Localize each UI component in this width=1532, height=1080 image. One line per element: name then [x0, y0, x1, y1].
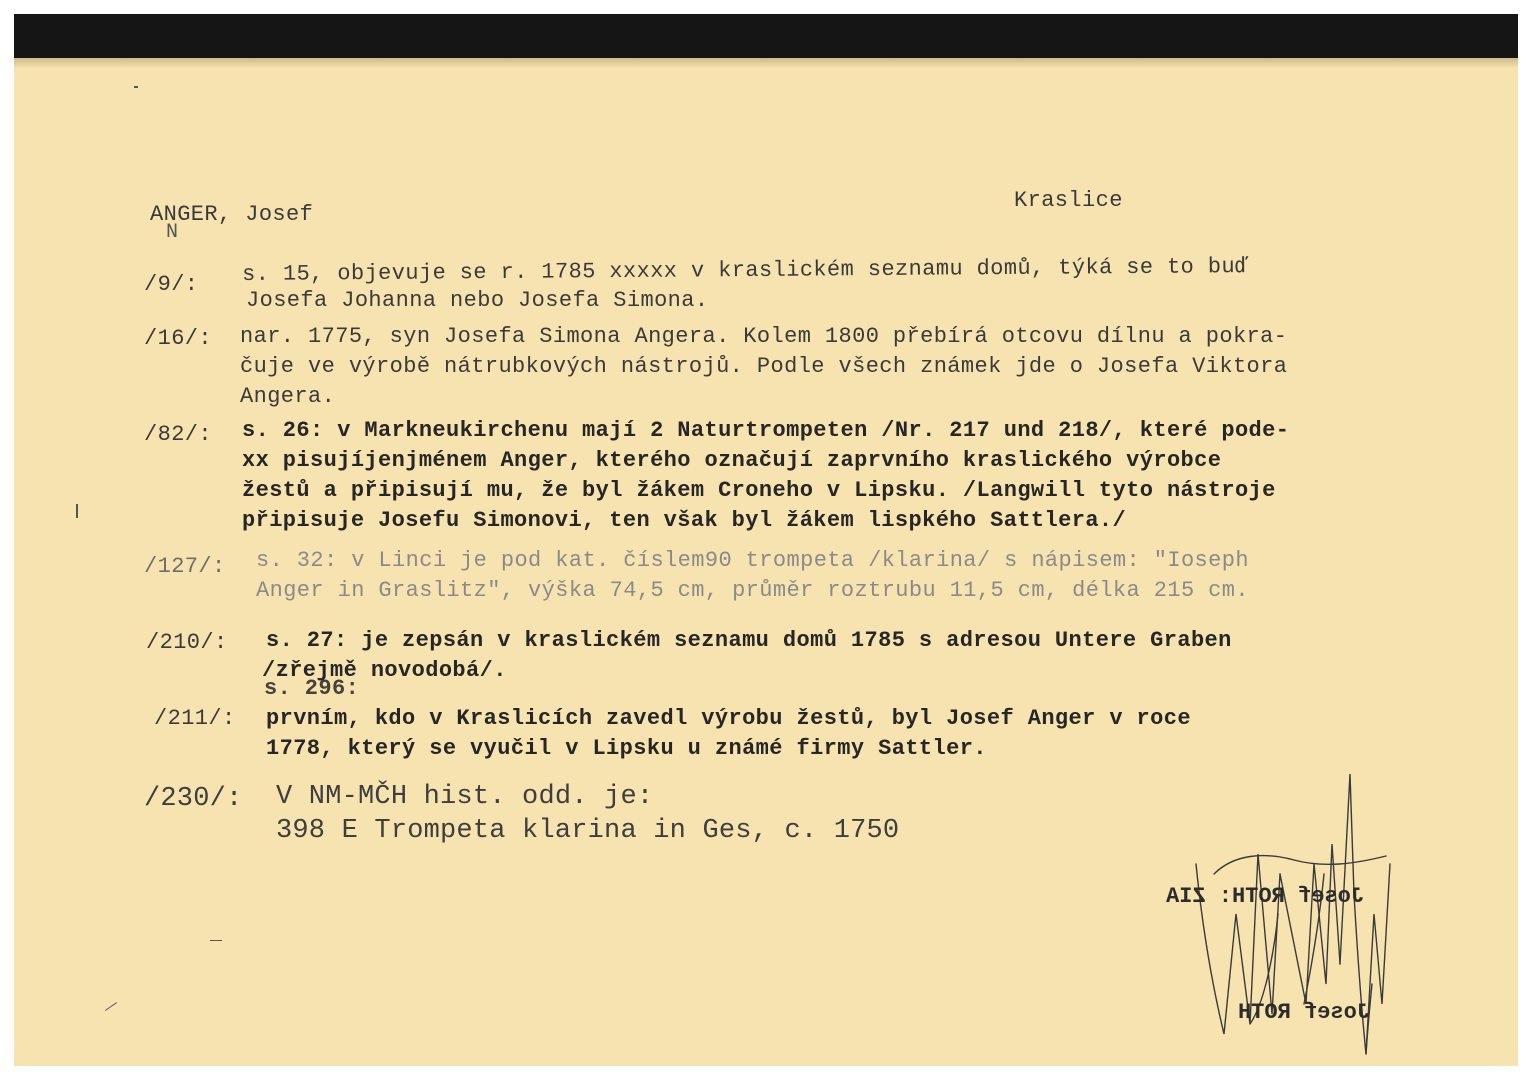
text-line: Josefa Johanna nebo Josefa Simona.: [246, 288, 709, 313]
overtyped-text: s. 296:: [264, 676, 360, 701]
text-line: 398 E Trompeta klarina in Ges, c. 1750: [276, 816, 900, 846]
paper-mark: [210, 940, 222, 941]
text-line: xx pisujíjenjménem Anger, kterého označují zaprvního kraslického výrobce: [242, 448, 1222, 473]
text-line: nar. 1775, syn Josefa Simona Angera. Kolem 1800 přebírá otcovu dílnu a pokra-: [240, 324, 1288, 349]
index-card: [14, 14, 1518, 1066]
text-line: /zřejmě novodobá/.: [262, 658, 507, 683]
text-line: připisuje Josefu Simonovi, ten však byl žákem lispkého Sattlera./: [242, 508, 1127, 533]
text-line: žestů a připisují mu, že byl žákem Croneho v Lipsku. /Langwill tyto nástroje: [242, 478, 1276, 503]
paper-mark: [76, 504, 78, 518]
citation-9: /9/:: [144, 272, 199, 297]
text-line: prvním, kdo v Kraslicích zavedl výrobu žestů, byl Josef Anger v roce: [266, 706, 1191, 731]
entry-name: ANGER, Josef: [150, 202, 314, 227]
citation-230: /230/:: [144, 784, 243, 814]
handwritten-signature: [1154, 774, 1424, 1066]
paper-mark: [105, 1002, 117, 1011]
text-line: 1778, který se vyučil v Lipsku u známé firmy Sattler.: [266, 736, 987, 761]
text-line: V NM-MČH hist. odd. je:: [276, 782, 654, 812]
text-line: s. 26: v Markneukirchenu mají 2 Naturtrompeten /Nr. 217 und 218/, které pode-: [242, 418, 1290, 443]
card-edge-shadow: [14, 58, 1518, 68]
entry-place: Kraslice: [1014, 188, 1123, 213]
text-line: Anger in Graslitz", výška 74,5 cm, průměr roztrubu 11,5 cm, délka 215 cm.: [256, 578, 1249, 603]
text-line: čuje ve výrobě nátrubkových nástrojů. Podle všech známek jde o Josefa Viktora: [240, 354, 1288, 379]
mirrored-stamp-lower: Josef ROTH: [1238, 1000, 1371, 1025]
text-line: s. 27: je zepsán v kraslickém seznamu domů 1785 s adresou Untere Graben: [266, 628, 1232, 653]
mirrored-stamp-upper: Josef ROTH: ZIA: [1166, 884, 1365, 909]
citation-210: /210/:: [146, 630, 228, 655]
citation-16: /16/:: [144, 326, 213, 351]
text-line: s. 32: v Linci je pod kat. číslem90 trompeta /klarina/ s nápisem: "Ioseph: [256, 548, 1249, 573]
correction-mark: N: [166, 221, 179, 244]
citation-211: /211/:: [154, 706, 236, 731]
paper-mark: [134, 86, 138, 88]
text-line: Angera.: [240, 384, 336, 409]
text-line: s. 15, objevuje se r. 1785 xxxxx v kraslickém seznamu domů, týká se to buď: [242, 254, 1249, 287]
scanner-edge: [14, 14, 1518, 58]
citation-82: /82/:: [144, 422, 213, 447]
citation-127: /127/:: [144, 554, 226, 579]
